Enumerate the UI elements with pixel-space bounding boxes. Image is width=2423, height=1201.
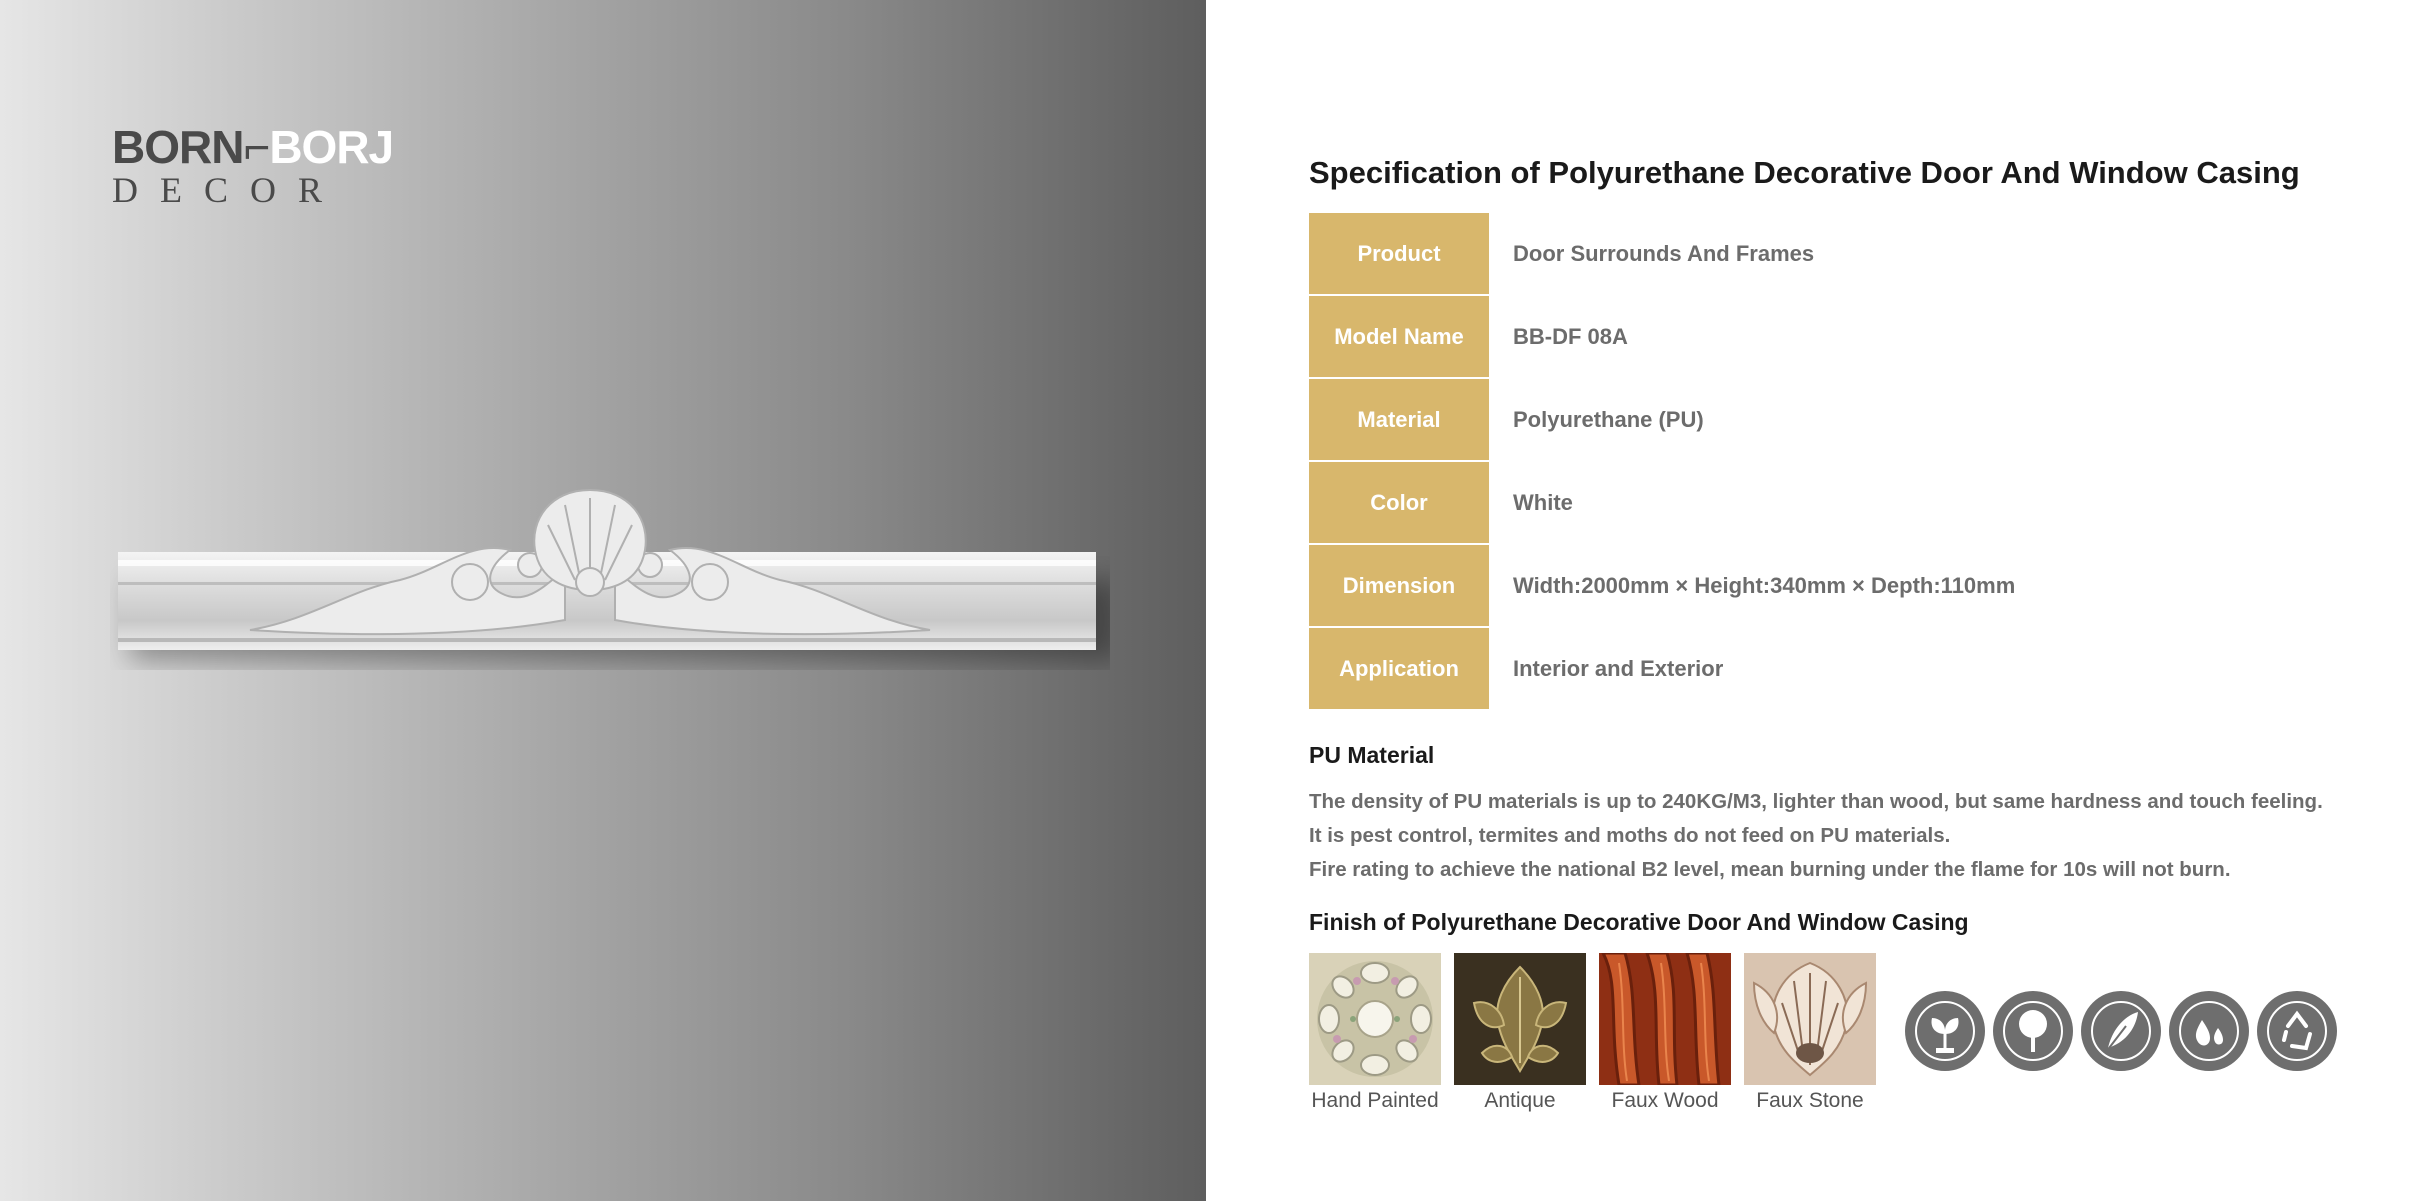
hand-painted-swatch	[1309, 953, 1441, 1085]
spec-label: Product	[1309, 213, 1489, 294]
spec-row	[1309, 379, 2109, 462]
faux-wood-swatch	[1599, 953, 1731, 1085]
spec-label: Dimension	[1309, 545, 1489, 626]
finish-faux-stone	[1744, 953, 1876, 1113]
finish-label: Faux Wood	[1611, 1089, 1719, 1112]
spec-row	[1309, 545, 2109, 628]
logo-sub-text: DECOR	[112, 170, 345, 210]
spec-title: Specification of Polyurethane Decorative Door And Window Casing	[1309, 155, 2300, 190]
spec-label: Material	[1309, 379, 1489, 460]
material-description	[1309, 785, 2369, 887]
spec-value: Door Surrounds And Frames	[1513, 240, 1815, 266]
spec-label: Color	[1309, 462, 1489, 543]
eco-badges	[1904, 990, 2344, 1072]
spec-label: Application	[1309, 628, 1489, 709]
spec-row	[1309, 296, 2109, 379]
spec-row	[1309, 628, 2109, 711]
finish-label: Hand Painted	[1311, 1089, 1439, 1112]
finish-antique	[1454, 953, 1586, 1113]
logo-light-text: BORJ	[269, 121, 394, 173]
logo-dark-text: BORN	[112, 121, 244, 173]
spec-value: BB-DF 08A	[1513, 323, 1628, 349]
faux-stone-swatch	[1744, 953, 1876, 1085]
formaldehyde-free-badge	[1904, 990, 1986, 1072]
finish-hand-painted	[1309, 953, 1441, 1113]
spec-value: White	[1513, 489, 1573, 515]
product-image-panel	[0, 0, 1206, 1201]
material-line: It is pest control, termites and moths do not feed on PU materials.	[1309, 824, 1951, 847]
finish-label: Antique	[1484, 1089, 1556, 1112]
spec-table	[1309, 213, 2109, 711]
cfc-free-badge	[1992, 990, 2074, 1072]
material-title: PU Material	[1309, 742, 1435, 768]
finish-label: Faux Stone	[1756, 1089, 1864, 1112]
hypoallergenic-badge	[2080, 990, 2162, 1072]
material-line: Fire rating to achieve the national B2 level, mean burning under the flame for 10s will not burn.	[1309, 858, 2231, 881]
finish-faux-wood	[1599, 953, 1731, 1113]
spec-row	[1309, 213, 2109, 296]
moisture-resistant-badge	[2168, 990, 2250, 1072]
spec-value: Interior and Exterior	[1513, 655, 1724, 681]
antique-swatch	[1454, 953, 1586, 1085]
brand-logo: BORN⌐BORJ DECOR	[112, 121, 394, 210]
spec-row	[1309, 462, 2109, 545]
finish-title: Finish of Polyurethane Decorative Door And Window Casing	[1309, 909, 1969, 935]
material-line: The density of PU materials is up to 240KG/M3, lighter than wood, but same hardness and touch feeling.	[1309, 790, 2323, 813]
spec-value: Width:2000mm × Height:340mm × Depth:110mm	[1513, 572, 2016, 598]
finish-options	[1309, 953, 1889, 1113]
biodegradable-badge	[2256, 990, 2338, 1072]
spec-value: Polyurethane (PU)	[1513, 406, 1704, 432]
moulding-product-image	[110, 470, 1110, 670]
spec-label: Model Name	[1309, 296, 1489, 377]
